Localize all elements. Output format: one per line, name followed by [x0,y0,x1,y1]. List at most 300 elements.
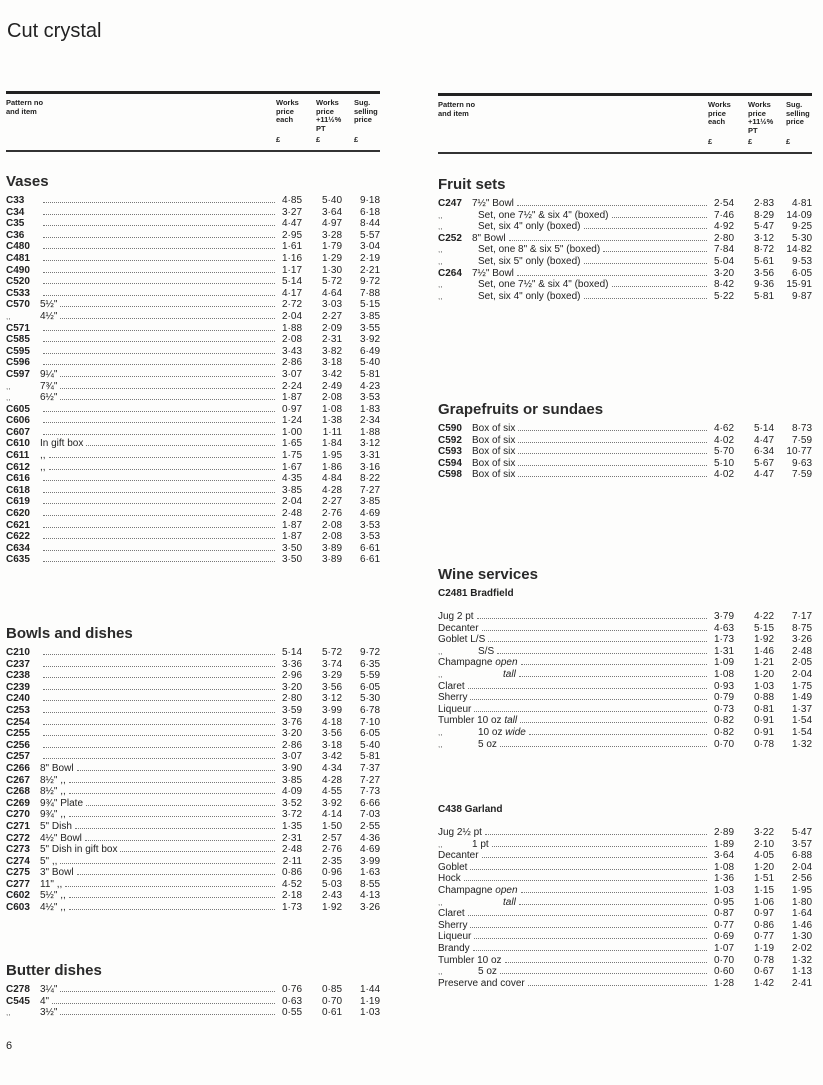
works-price-pt: 1·20 [753,861,774,873]
works-price: 7·84 [713,244,734,256]
table-header [438,93,812,154]
works-price-pt: 3·56 [321,728,342,740]
item-description [40,438,84,450]
section-wine-services [438,566,812,750]
header-text: +11½% [316,115,342,124]
header-works-price [276,99,314,147]
works-price-pt: 4·22 [753,611,774,622]
pattern-code: C256 [6,739,30,751]
dot-leader [75,828,275,829]
works-price: 4·47 [281,218,302,230]
table-row [438,611,812,623]
suggested-selling-price: 7·88 [359,287,380,299]
currency-symbol: £ [316,134,321,144]
item-description-text: Goblet L/S [438,634,486,646]
pattern-code: C270 [6,809,30,821]
item-description [438,978,526,990]
works-price: 3·85 [281,774,302,786]
item-description [438,704,472,716]
works-price-pt: 4·18 [321,716,342,728]
table-row [6,996,380,1008]
dot-leader [485,834,707,835]
item-description [40,786,67,798]
table-row [6,346,380,358]
works-price: 0·70 [713,954,734,966]
pattern-code: ,, [438,291,443,301]
suggested-selling-price: 3·53 [359,531,380,543]
works-price-pt: 3·74 [321,658,342,670]
dot-leader [69,897,275,898]
works-price: 1·08 [713,861,734,873]
works-price-pt: 4·55 [321,786,342,798]
table-row [438,291,812,303]
item-description [438,611,475,623]
dot-leader [60,863,275,864]
works-price-pt: 1·11 [322,426,342,438]
works-price: 2·48 [281,508,302,520]
item-description [40,833,83,845]
table-row [6,647,380,659]
pattern-code: C597 [6,368,30,380]
table-row [6,334,380,346]
header-sug-price [354,99,394,147]
item-description-text: Brandy [438,942,470,954]
works-price: 1·88 [281,322,302,334]
works-price: 1·87 [281,531,302,543]
works-price-pt: 4·47 [753,469,774,481]
section-heading: Butter dishes [6,962,102,979]
table-row [438,681,812,693]
works-price-pt: 2·08 [321,531,342,543]
dot-leader [520,722,707,723]
pattern-code: C520 [6,276,30,288]
table-row [6,520,380,532]
works-price-pt: 4·14 [321,809,342,821]
dot-leader [584,298,708,299]
works-price: 1·31 [713,645,734,657]
table-row [438,279,812,291]
item-description-text: 7½" Bowl [472,267,514,279]
header-text: price [316,106,334,116]
pattern-code: C611 [6,450,30,462]
works-price-pt: 2·31 [321,334,342,346]
item-description-text: 5½" [40,299,58,311]
item-description-text: Liqueur [438,703,472,715]
suggested-selling-price: 4·69 [359,508,380,520]
suggested-selling-price: 3·16 [359,461,380,473]
table-row [6,357,380,369]
suggested-selling-price: 2·56 [791,873,812,885]
suggested-selling-price: 7·59 [791,469,812,481]
item-description [40,821,73,833]
dot-leader [43,689,275,690]
table-row [6,230,380,242]
dot-leader [528,985,707,986]
table-row [6,496,380,508]
suggested-selling-price: 1·80 [791,896,812,908]
suggested-selling-price: 7·37 [359,762,380,774]
works-price-pt: 2·08 [321,519,342,531]
works-price: 3·20 [281,681,302,693]
item-description [40,775,67,787]
dot-leader [69,793,275,794]
works-price-pt: 0·78 [753,954,774,966]
table-row [6,763,380,775]
suggested-selling-price: 6·18 [359,206,380,218]
table-row [438,423,812,435]
suggested-selling-price: 2·04 [791,668,812,680]
pattern-code: C594 [438,457,462,469]
works-price: 2·24 [281,380,302,392]
table-row [438,446,812,458]
dot-leader [43,272,275,273]
suggested-selling-price: 6·66 [359,797,380,809]
dot-leader [52,1003,275,1004]
works-price: 0·87 [713,908,734,920]
dot-leader [120,851,275,852]
works-price: 1·35 [281,820,302,832]
suggested-selling-price: 9·18 [359,195,380,206]
dot-leader [500,746,707,747]
item-description [472,469,516,481]
suggested-selling-price: 1·19 [359,995,380,1007]
works-price-pt: 2·57 [321,832,342,844]
dot-leader [43,341,275,342]
table-row [6,844,380,856]
pattern-code: C36 [6,229,25,241]
item-description [40,369,58,381]
dot-leader [60,1014,275,1015]
dot-leader [518,476,707,477]
works-price-pt: 2·27 [321,310,342,322]
works-price: 1·75 [281,450,302,462]
works-price-pt: 2·08 [321,392,342,404]
dot-leader [43,202,275,203]
right-column-header [438,93,812,154]
suggested-selling-price: 5·30 [359,693,380,705]
works-price-pt: 1·86 [321,461,342,473]
dot-leader [43,260,275,261]
item-description [438,955,503,967]
table-row [438,244,812,256]
item-description-text: Jug 2 pt [438,611,474,622]
works-price: 3·59 [281,704,302,716]
works-price: 1·89 [713,838,734,850]
currency-symbol: £ [748,136,753,146]
header-text: selling [786,108,810,118]
suggested-selling-price: 6·61 [359,542,380,554]
works-price: 7·46 [713,209,734,221]
works-price: 5·04 [713,255,734,267]
works-price-pt: 4·47 [753,434,774,446]
table-row [6,369,380,381]
dot-leader [43,747,275,748]
suggested-selling-price: 1·54 [791,726,812,738]
table-row [6,531,380,543]
works-price: 3·85 [281,484,302,496]
works-price: 4·85 [281,195,302,206]
item-description-text: 5 oz [478,966,497,978]
dot-leader [43,237,275,238]
item-description [438,827,483,839]
item-description [438,681,466,693]
item-description [40,392,58,404]
table-row [438,839,812,851]
suggested-selling-price: 2·19 [359,252,380,264]
dot-leader [60,306,275,307]
item-description-text: Jug 2½ pt [438,827,482,838]
works-price-pt: 8·72 [753,244,774,256]
table-row [6,786,380,798]
works-price: 4·63 [713,622,734,634]
works-price-pt: 1·42 [753,977,774,989]
works-price: 2·95 [281,229,302,241]
pattern-code: C33 [6,195,25,206]
left-column-header [6,91,380,152]
dot-leader [497,653,707,654]
dot-leader [60,318,275,319]
pattern-code: C610 [6,438,30,450]
suggested-selling-price: 7·27 [359,484,380,496]
pattern-code: C533 [6,287,30,299]
works-price: 0·79 [713,692,734,704]
pattern-code: ,, [438,727,443,737]
works-price: 4·17 [281,287,302,299]
works-price: 0·73 [713,703,734,715]
pattern-code: C277 [6,878,30,890]
suggested-selling-price: 6·61 [359,554,380,566]
works-price: 4·35 [281,473,302,485]
item-description-variant: wide [505,726,526,738]
item-description-text: Claret [438,908,465,920]
works-price-pt: 1·03 [753,680,774,692]
item-description-text: 5" Dish [40,820,72,832]
works-price-pt: 2·49 [321,380,342,392]
table-row [6,508,380,520]
table-row [6,1007,380,1019]
table-row [6,462,380,474]
works-price: 2·89 [713,827,734,838]
table-row [438,198,812,210]
table-row [6,276,380,288]
pattern-code: C622 [6,531,30,543]
item-description-text: Tumbler 10 oz [438,954,502,966]
table-row [438,715,812,727]
currency-symbol: £ [276,134,281,144]
dot-leader [49,457,275,458]
item-description-text: 3½" [40,1007,58,1019]
works-price: 0·70 [713,738,734,750]
works-price-pt: 5·14 [753,423,774,434]
dot-leader [60,376,275,377]
item-description-text: Sherry [438,692,468,704]
pattern-code: C34 [6,206,25,218]
pattern-code: C595 [6,345,30,357]
table-row [6,984,380,996]
suggested-selling-price: 5·81 [359,368,380,380]
header-text: Works [276,98,299,107]
pattern-code: C592 [438,434,462,446]
suggested-selling-price: 5·47 [791,827,812,838]
section-grapefruits-or-sundaes [438,401,812,481]
works-price-pt: 2·09 [321,322,342,334]
suggested-selling-price: 4·81 [791,198,812,209]
dot-leader [477,618,707,619]
pattern-code: ,, [6,1008,11,1018]
works-price-pt: 1·95 [321,450,342,462]
item-description [438,692,468,704]
pattern-code: C275 [6,867,30,879]
works-price: 0·63 [281,995,302,1007]
table-row [6,902,380,914]
table-row [6,195,380,207]
item-description-text: 9¾" Plate [40,797,84,809]
item-description-text: 3" Bowl [40,867,74,879]
section-heading: Grapefruits or sundaes [438,401,604,418]
suggested-selling-price: 3·31 [359,450,380,462]
item-description-text: Claret [438,680,465,692]
works-price: 1·00 [281,426,302,438]
pattern-code: C254 [6,716,30,728]
pattern-code: C480 [6,241,30,253]
table-row [6,392,380,404]
pattern-code: C602 [6,890,30,902]
table-row [6,450,380,462]
header-text: price [354,115,372,124]
table-row [6,705,380,717]
dot-leader [43,538,275,539]
works-price: 3·27 [281,206,302,218]
works-price-pt: 4·97 [321,218,342,230]
works-price: 2·86 [281,739,302,751]
item-description-text: Champagne [438,657,493,669]
works-price-pt: 0·85 [321,984,342,995]
works-price-pt: 5·03 [321,878,342,890]
price-list [438,198,812,302]
item-description [472,210,610,222]
table-row [438,908,812,920]
currency-symbol: £ [708,136,713,146]
suggested-selling-price: 1·32 [791,738,812,750]
table-row [438,897,812,909]
works-price: 1·61 [281,241,302,253]
works-price: 4·52 [281,878,302,890]
suggested-selling-price: 9·87 [791,290,812,302]
item-description [40,299,58,311]
section-bowls-and-dishes [6,625,380,914]
works-price: 4·62 [713,423,734,434]
item-description-text: Set, one 8" & six 5" (boxed) [478,244,601,256]
item-description-text: Set, six 5" only (boxed) [478,255,581,267]
table-row [6,323,380,335]
item-description-text: 4" [40,995,50,1007]
pattern-code: C255 [6,728,30,740]
works-price-pt: 2·76 [321,508,342,520]
works-price: 1·07 [713,942,734,954]
table-row [438,268,812,280]
works-price-pt: 1·08 [321,403,342,415]
dot-leader [43,480,275,481]
pattern-code: C612 [6,461,30,473]
works-price-pt: 0·77 [753,931,774,943]
suggested-selling-price: 5·59 [359,670,380,682]
pattern-code: C274 [6,855,30,867]
item-description [40,763,75,775]
item-description [438,850,480,862]
works-price: 3·64 [713,850,734,862]
works-price: 0·69 [713,931,734,943]
works-price-pt: 1·20 [753,668,774,680]
works-price-pt: 0·86 [753,919,774,931]
dot-leader [69,816,275,817]
works-price-pt: 0·67 [753,966,774,978]
works-price: 0·93 [713,680,734,692]
dot-leader [584,263,708,264]
item-description-text: 11" ,, [40,878,63,890]
suggested-selling-price: 5·40 [359,739,380,751]
item-description [40,996,50,1008]
table-row [438,435,812,447]
suggested-selling-price: 6·35 [359,658,380,670]
works-price: 5·70 [713,446,734,458]
works-price-pt: 3·18 [321,357,342,369]
header-item [438,101,475,118]
item-description [438,862,468,874]
item-description-text: Sherry [438,919,468,931]
dot-leader [60,399,275,400]
item-description [438,908,466,920]
works-price: 0·86 [281,867,302,879]
dot-leader [69,782,275,783]
dot-leader [60,991,275,992]
pattern-code: C593 [438,446,462,458]
item-description-text: 5½" ,, [40,890,66,902]
item-description-text: Box of six [472,457,516,469]
table-row [6,554,380,566]
currency-symbol: £ [786,136,791,146]
works-price-pt: 0·91 [753,726,774,738]
suggested-selling-price: 5·30 [791,232,812,244]
dot-leader [43,225,275,226]
works-price: 1·17 [281,264,302,276]
works-price-pt: 4·84 [321,473,342,485]
pattern-code: C606 [6,415,30,427]
works-price-pt: 3·12 [321,693,342,705]
item-description-variant: tall [503,668,516,680]
pattern-code: C585 [6,334,30,346]
pattern-code: C267 [6,774,30,786]
dot-leader [492,846,707,847]
suggested-selling-price: 9·72 [359,647,380,658]
works-price-pt: 0·97 [753,908,774,920]
dot-leader [43,700,275,701]
suggested-selling-price: 1·88 [359,426,380,438]
table-row [6,890,380,902]
table-row [6,821,380,833]
table-row [438,704,812,716]
table-row [438,692,812,704]
works-price-pt: 2·83 [753,198,774,209]
table-row [6,427,380,439]
pattern-code: C253 [6,704,30,716]
suggested-selling-price: 1·83 [359,403,380,415]
works-price: 1·65 [281,438,302,450]
dot-leader [85,840,275,841]
table-row [438,256,812,268]
suggested-selling-price: 1·63 [359,867,380,879]
dot-leader [521,664,707,665]
table-row [6,798,380,810]
